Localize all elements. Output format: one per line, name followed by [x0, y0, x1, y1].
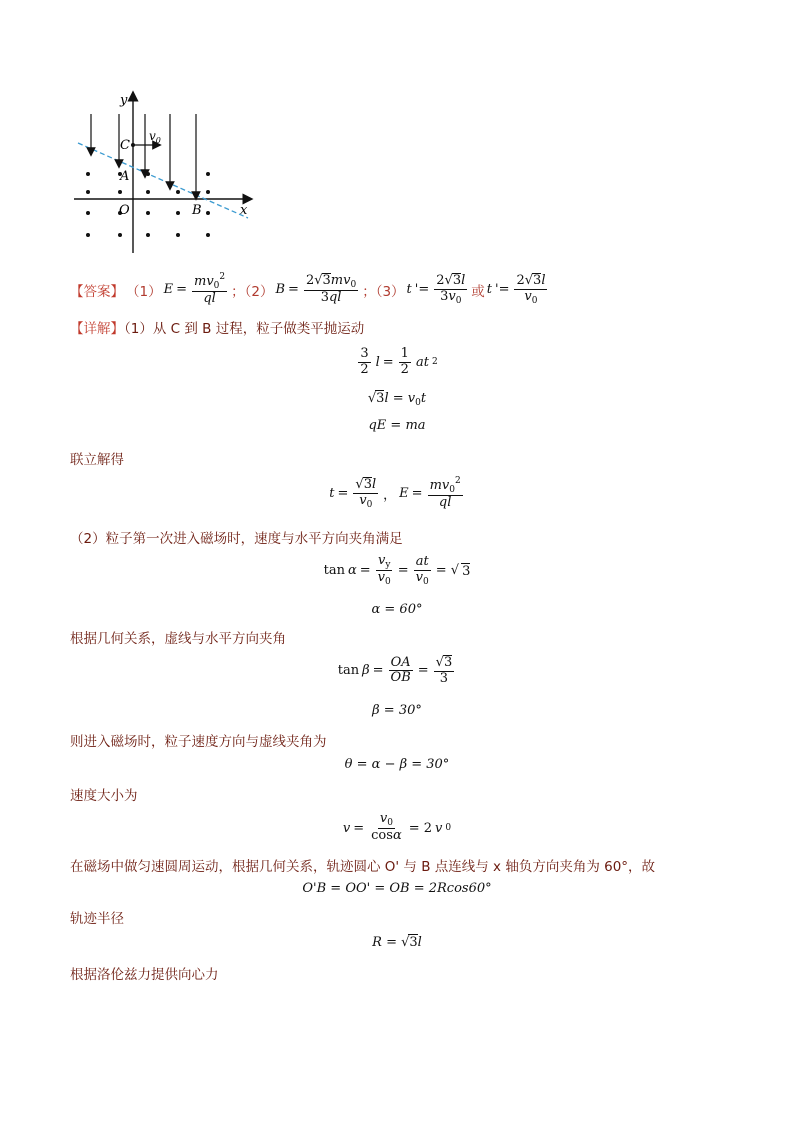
dashed-boundary-line	[78, 143, 248, 218]
answer-2-equation: B = $\frac{2√3mv_0}{3ql}$	[275, 273, 357, 306]
equation-tan-beta: tan β = $\frac{OA}{OB}$ = $\frac{√3}{3}$	[337, 654, 453, 686]
y-label: y	[120, 93, 128, 108]
answer-1-equation: E = $\frac{mv_0^2}{ql}$	[163, 272, 226, 307]
detail-speed: 速度大小为	[70, 788, 138, 804]
magnetic-field-figure	[60, 88, 260, 258]
detail-geometry: 根据几何关系，虚线与水平方向夹角	[70, 631, 286, 647]
equation-alpha: α = 60°	[371, 602, 423, 617]
detail-part2: （2）粒子第一次进入磁场时，速度与水平方向夹角满足	[70, 531, 403, 547]
detail-enter-angle: 则进入磁场时，粒子速度方向与虚线夹角为	[70, 734, 327, 750]
equation-solution-t-e: t = $\frac{√3l}{v_0}$ ， E = $\frac{mv_0^2}{ql}$	[329, 476, 461, 511]
x-label: x	[240, 203, 248, 218]
detail-tag: 【详解】	[70, 321, 124, 337]
equation-theta: θ = α − β = 30°	[344, 757, 450, 772]
answer-tag: 【答案】	[70, 283, 124, 300]
answer-3-equation: t '= $\frac{2√3l}{3v_0}$	[406, 273, 466, 306]
equation-speed: v = $\frac{v_0}{\cos\alpha}$ = 2 v 0	[342, 811, 452, 844]
equation-radius: R = √3l	[372, 935, 422, 950]
detail-radius: 轨迹半径	[70, 911, 124, 927]
point-c-label: C	[120, 138, 130, 153]
equation-displacement-y: $\frac{3}{2}$ l = $\frac{1}{2}$ at 2	[360, 346, 438, 377]
equation-newton: qE = ma	[368, 418, 426, 433]
detail-line-1: 【详解】（1）从 C 到 B 过程，粒子做类平抛运动	[70, 321, 365, 337]
answer-3b-equation: t '= $\frac{2√3l}{v_0}$	[486, 273, 546, 306]
equation-displacement-x: $√3l = v_0t$	[367, 391, 427, 408]
equation-chord: O'B = OO' = OB = 2Rcos60°	[302, 881, 492, 896]
equation-beta: β = 30°	[372, 703, 422, 718]
detail-lorentz: 根据洛伦兹力提供向心力	[70, 967, 219, 983]
v0-label: $v_0$	[149, 129, 161, 145]
detail-solve: 联立解得	[70, 452, 124, 468]
answer-line: 【答案】 （1） E = $\frac{mv_0^2}{ql}$ ；（2） B = $\frac{2√3mv_0}{3ql}$ ；（3） t '= $\frac{2√3l}{3v_0}$ 或 t '= $\frac{2√3l}{v_0}$	[70, 272, 549, 307]
point-b-label: B	[192, 203, 202, 218]
point-a-label: A	[120, 169, 130, 184]
detail-circle: 在磁场中做匀速圆周运动，根据几何关系，轨迹圆心 O' 与 B 点连线与 x 轴负方向夹角为 60°，故	[70, 859, 656, 875]
equation-tan-alpha: tan α = $\frac{v_y}{v_0}$ = $\frac{at}{v_0}$ = √ 3	[323, 553, 471, 588]
point-o-label: O	[119, 203, 130, 218]
